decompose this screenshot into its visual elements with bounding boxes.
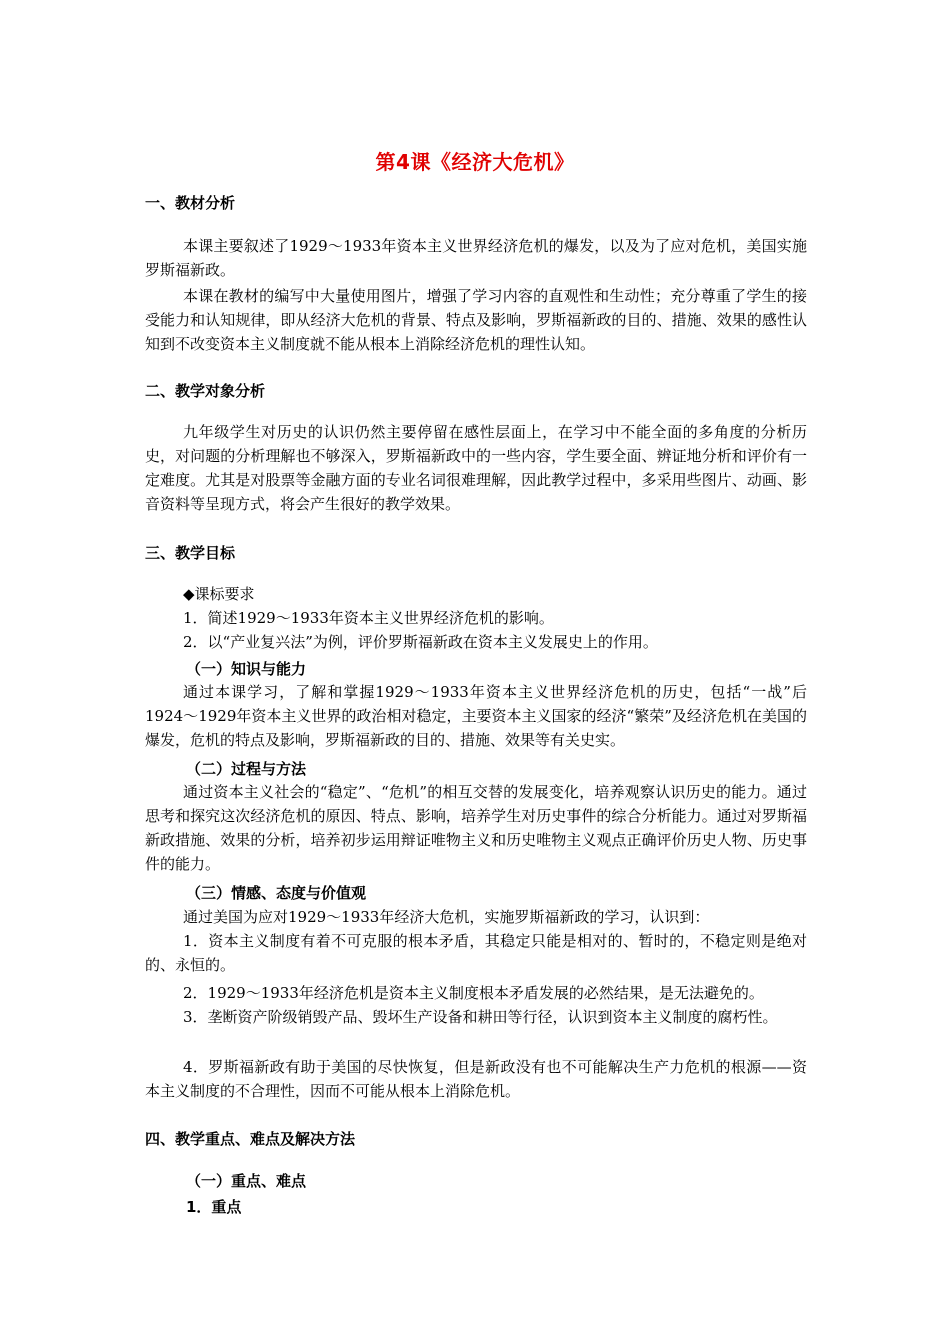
page-title: 第4课《经济大危机》 <box>375 150 575 174</box>
section-heading-3: 三、教学目标 <box>145 544 236 562</box>
values-item: 2．1929～1933年经济危机是资本主义制度根本矛盾发展的必然结果，是无法避免的。 <box>183 984 764 1002</box>
paragraph: 通过资本主义社会的“稳定”、“危机”的相互交替的发展变化，培养观察认识历史的能力。通过思考和探究这次经济危机的原因、特点、影响，培养学生对历史事件的综合分析能力。通过对罗斯福新政措施、效果的分析，培养初步运用辩证唯物主义和历史唯物主义观点正确评价历史人物、历史事件的能力。 <box>145 783 807 873</box>
curriculum-requirement-label: ◆课标要求 <box>183 585 255 603</box>
paragraph: 本课主要叙述了1929～1933年资本主义世界经济危机的爆发，以及为了应对危机，美国实施罗斯福新政。 <box>145 237 807 279</box>
requirement-item: 2．以“产业复兴法”为例，评价罗斯福新政在资本主义发展史上的作用。 <box>183 633 658 651</box>
subheading-process: （二）过程与方法 <box>186 760 307 778</box>
paragraph: 九年级学生对历史的认识仍然主要停留在感性层面上，在学习中不能全面的多角度的分析历史，对问题的分析理解也不够深入，罗斯福新政中的一些内容，学生要全面、辨证地分析和评价有一定难度。尤其是对股票等金融方面的专业名词很难理解，因此教学过程中，多采用些图片、动画、影音资料等呈现方式，将会产生很好的教学效果。 <box>145 423 807 513</box>
section-heading-1: 一、教材分析 <box>145 194 236 212</box>
values-item: 4．罗斯福新政有助于美国的尽快恢复，但是新政没有也不可能解决生产力危机的根源——资本主义制度的不合理性，因而不可能从根本上消除危机。 <box>145 1058 807 1100</box>
subheading-knowledge: （一）知识与能力 <box>186 660 307 678</box>
section-heading-2: 二、教学对象分析 <box>145 382 266 400</box>
paragraph: 通过本课学习，了解和掌握1929～1933年资本主义世界经济危机的历史，包括“一战”后1924～1929年资本主义世界的政治相对稳定，主要资本主义国家的经济“繁荣”及经济危机在美国的爆发，危机的特点及影响，罗斯福新政的目的、措施、效果等有关史实。 <box>145 683 807 749</box>
values-item: 1．资本主义制度有着不可克服的根本矛盾，其稳定只能是相对的、暂时的，不稳定则是绝对的、永恒的。 <box>145 932 807 974</box>
item-key-point: 1．重点 <box>186 1198 242 1216</box>
subheading-values: （三）情感、态度与价值观 <box>186 884 367 902</box>
requirement-item: 1．简述1929～1933年资本主义世界经济危机的影响。 <box>183 609 554 627</box>
values-intro: 通过美国为应对1929～1933年经济大危机，实施罗斯福新政的学习，认识到： <box>183 908 710 926</box>
values-item: 3．垄断资产阶级销毁产品、毁坏生产设备和耕田等行径，认识到资本主义制度的腐朽性。 <box>183 1008 778 1026</box>
paragraph: 本课在教材的编写中大量使用图片，增强了学习内容的直观性和生动性；充分尊重了学生的接受能力和认知规律，即从经济大危机的背景、特点及影响，罗斯福新政的目的、措施、效果的感性认知到不改变资本主义制度就不能从根本上消除经济危机的理性认知。 <box>145 287 807 353</box>
subheading-key-points: （一）重点、难点 <box>186 1172 307 1190</box>
section-heading-4: 四、教学重点、难点及解决方法 <box>145 1130 356 1148</box>
